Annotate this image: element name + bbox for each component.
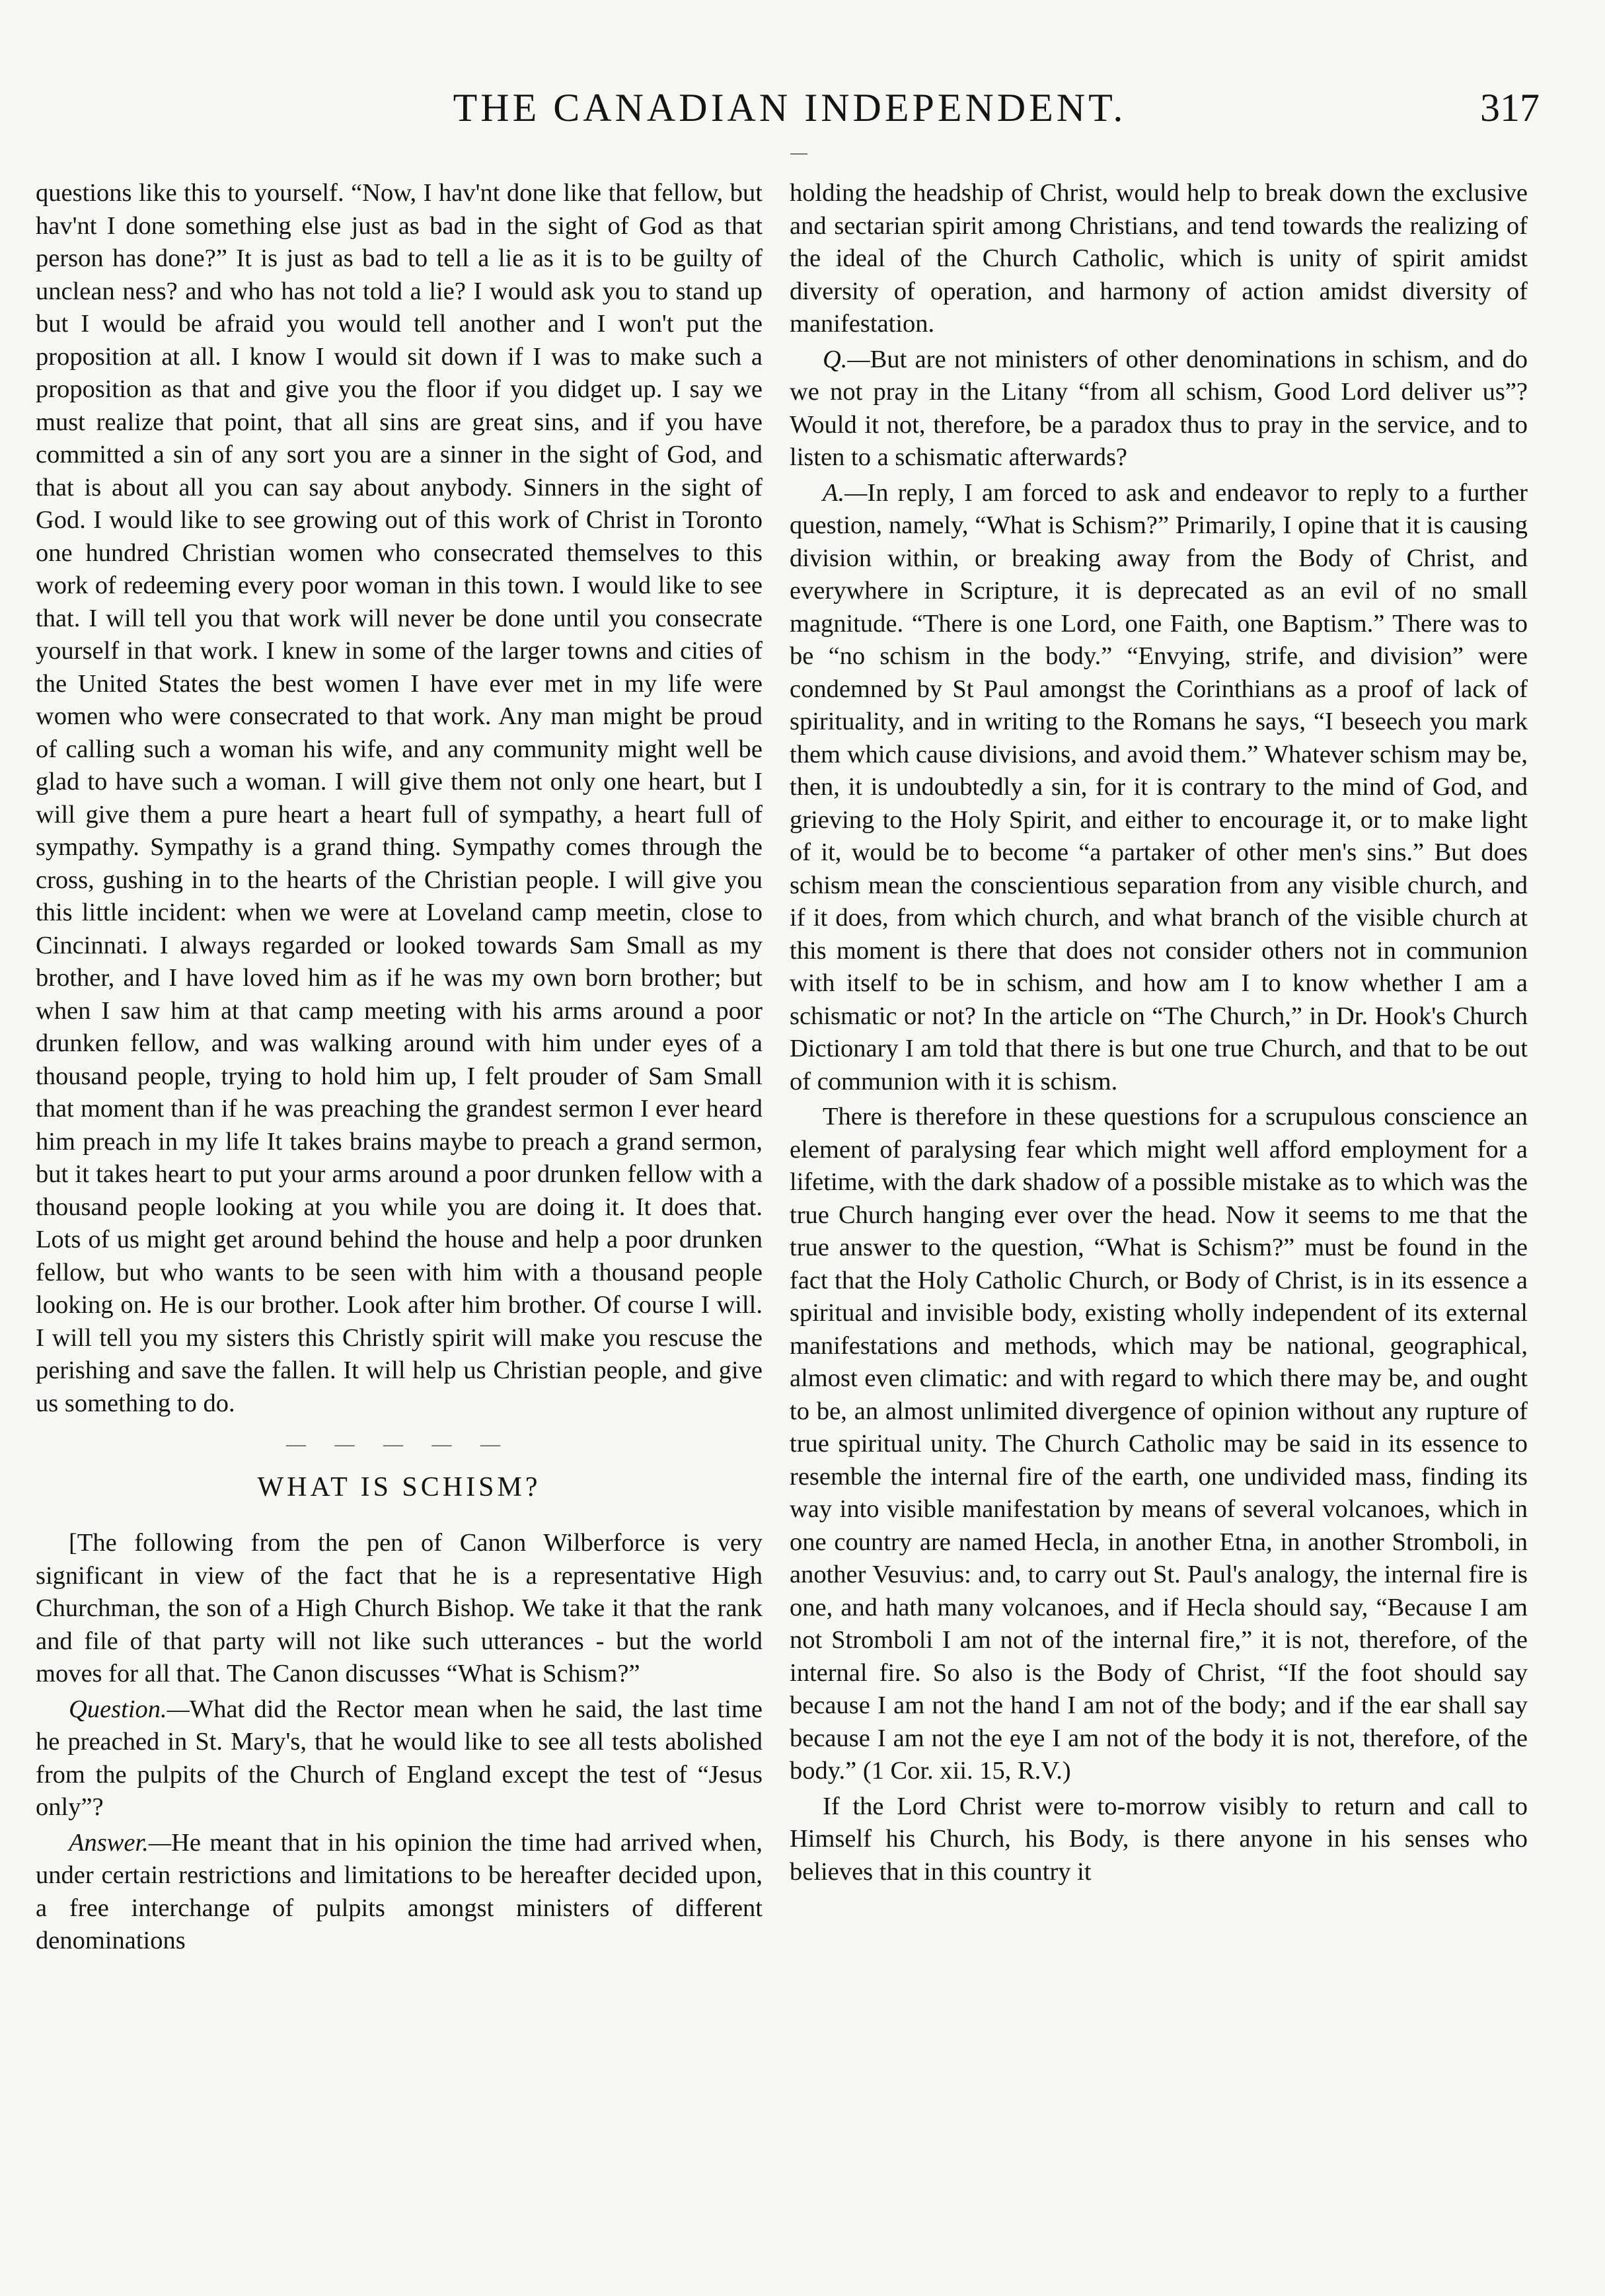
page-header [40,78,1540,137]
section-divider: — — — — — [286,1433,512,1455]
editorial-intro: [The following from the pen of Canon Wilberforce is very significant in view of the fact that he is a representative High Churchman, the son of a High Church Bishop. We take it that the rank and file of that party will not like such utterances - but the world moves for all that. The Canon discusses “What is Schism?” [36,1529,763,1687]
answer-label: Answer.— [69,1828,172,1857]
question-paragraph [36,1693,763,1824]
a-paragraph [790,477,1528,1099]
question-text: What did the Rector mean when he said, the last time he preached in St. Mary's, that he would like to see all tests abolished from the pulpits of the Church of England except the test of “Jesus only”? [36,1695,763,1821]
a-text: In reply, I am forced to ask and endeavor to reply to a further question, namely, “What is Schism?” Primarily, I opine that it is causing division within, or breaking away from the Body of Christ, and everywhere in Scripture, it is deprecated as an evil of no small magnitude. “There is one Lord, one Faith, one Baptism.” There was to be “no schism in the body.” “Envying, strife, and division” were condemned by St Paul amongst the Corinthians as a proof of lack of spirituality, and in writing to the Romans he says, “I beseech you mark them which cause divisions, and avoid them.” Whatever schism may be, then, it is undoubtedly a sin, for it is contrary to the mind of God, and grieving to the Holy Spirit, and either to encourage it, or to make light of it, would be to become “a partaker of other men's sins.” But does schism mean the conscientious separation from any visible church, and if it does, from which church, and what branch of the visible church at this moment is there that does not consider others not in communion with itself to be in schism, and how am I to know whether I am a schismatic or not? In the article on “The Church,” in Dr. Hook's Church Dictionary I am told that there is but one true Church, and that to be out of communion with it is schism. [790,478,1528,1095]
right-column [790,177,1528,2265]
left-column [36,177,763,2265]
header-rule [790,153,807,155]
closing-paragraph: If the Lord Christ were to-morrow visibly to return and call to Himself his Church, his Body, is there anyone in his senses who believes that in this country it [790,1792,1528,1886]
q-paragraph [790,344,1528,474]
question-label: Question.— [69,1695,190,1723]
answer-text: He meant that in his opinion the time had arrived when, under certain restrictions and limitations to be hereafter decided upon, a free interchange of pulpits amongst ministers of different denominations [36,1828,763,1954]
answer-continuation: holding the headship of Christ, would help to break down the exclusive and sectarian spirit among Christians, and tend towards the realizing of the ideal of the Church Catholic, which is unity of spirit amidst diversity of operation, and harmony of action amidst diversity of manifestation. [790,179,1528,338]
q-text: But are not ministers of other denominations in schism, and do we not pray in the Litany “from all schism, Good Lord deliver us”? Would it not, therefore, be a paradox thus to pray in the service, and to listen to a schismatic afterwards? [790,345,1528,471]
running-title: THE CANADIAN INDEPENDENT. [453,86,1127,130]
article-heading: WHAT IS SCHISM? [257,1472,541,1502]
answer-paragraph [36,1827,763,1958]
sermon-text: questions like this to yourself. “Now, I hav'nt done like that fellow, but hav'nt I done something else just as bad in the sight of God as that person has done?” It is just as bad to tell a lie as it is to be guilty of unclean ness? and who has not told a lie? I would ask you to stand up but I would be afraid you would tell another and I won't put the proposition at all. I know I would sit down if I was to make such a proposition as that and give you the floor if you didget up. I say we must realize that point, that all sins are great sins, and if you have committed a sin of any sort you are a sinner in the sight of God, and that is about all you can say about anybody. Sinners in the sight of God. I would like to see growing out of this work of Christ in Toronto one hundred Christian women who consecrated themselves to this work of redeeming every poor woman in this town. I would like to see that. I will tell you that work will never be done until you consecrate yourself in that work. I knew in some of the larger towns and cities of the United States the best women I have ever met in my life were women who were consecrated to that work. Any man might be proud of calling such a woman his wife, and any community might well be glad to have such a woman. I will give them not only one heart, but I will give them a pure heart a heart full of sympathy, a heart full of sympathy. Sympathy is a grand thing. Sympathy comes through the cross, gushing in to the hearts of the Christian people. I will give you this little incident: when we were at Loveland camp meetin, close to Cincinnati. I always regarded or looked towards Sam Small as my brother, and I have loved him as if he was my own born brother; but when I saw him at that camp meeting with his arms around a poor drunken fellow, and was walking around with him under eyes of a thousand people, trying to hold him up, I felt prouder of Sam Small that moment than if he was preaching the grandest sermon I ever heard him preach in my life It takes brains maybe to preach a grand sermon, but it takes heart to put your arms around a poor drunken fellow with a thousand people looking at you while you are doing it. It does that. Lots of us might get around behind the house and help a poor drunken fellow, but who wants to be seen with him with a thousand people looking on. He is our brother. Look after him brother. Of course I will. I will tell you my sisters this Christly spirit will make you rescuse the perishing and save the fallen. It will help us Christian people, and give us something to do. [36,179,763,1417]
page-number: 317 [1480,86,1540,130]
body-paragraph: There is therefore in these questions for a scrupulous conscience an element of paralysing fear which might well afford employment for a lifetime, with the dark shadow of a possible mistake as to which was the true Church hanging ever over the head. Now it seems to me that the true answer to the question, “What is Schism?” must be found in the fact that the Holy Catholic Church, or Body of Christ, is in its essence a spiritual and invisible body, existing wholly independent of its external manifestations and methods, which may be national, geographical, almost even climatic: and with regard to which there may be, and ought to be, an almost unlimited divergence of opinion without any rupture of true spiritual unity. The Church Catholic may be said in its essence to resemble the internal fire of the earth, one undivided mass, finding its way into visible manifestation by means of several volcanoes, which in one country are named Hecla, in another Etna, in another Stromboli, in another Vesuvius: and, to carry out St. Paul's analogy, the internal fire is one, and hath many volcanoes, and if Hecla should say, “Because I am not Stromboli I am not of the internal fire,” it is not, therefore, of the internal fire. So also is the Body of Christ, “If the foot should say because I am not the hand I am not of the body; and if the ear shall say because I am not the eye I am not of the body it is not, therefore, of the body.” (1 Cor. xii. 15, R.V.) [790,1103,1528,1785]
q-label: Q.— [823,345,870,373]
a-label: A.— [823,478,868,507]
